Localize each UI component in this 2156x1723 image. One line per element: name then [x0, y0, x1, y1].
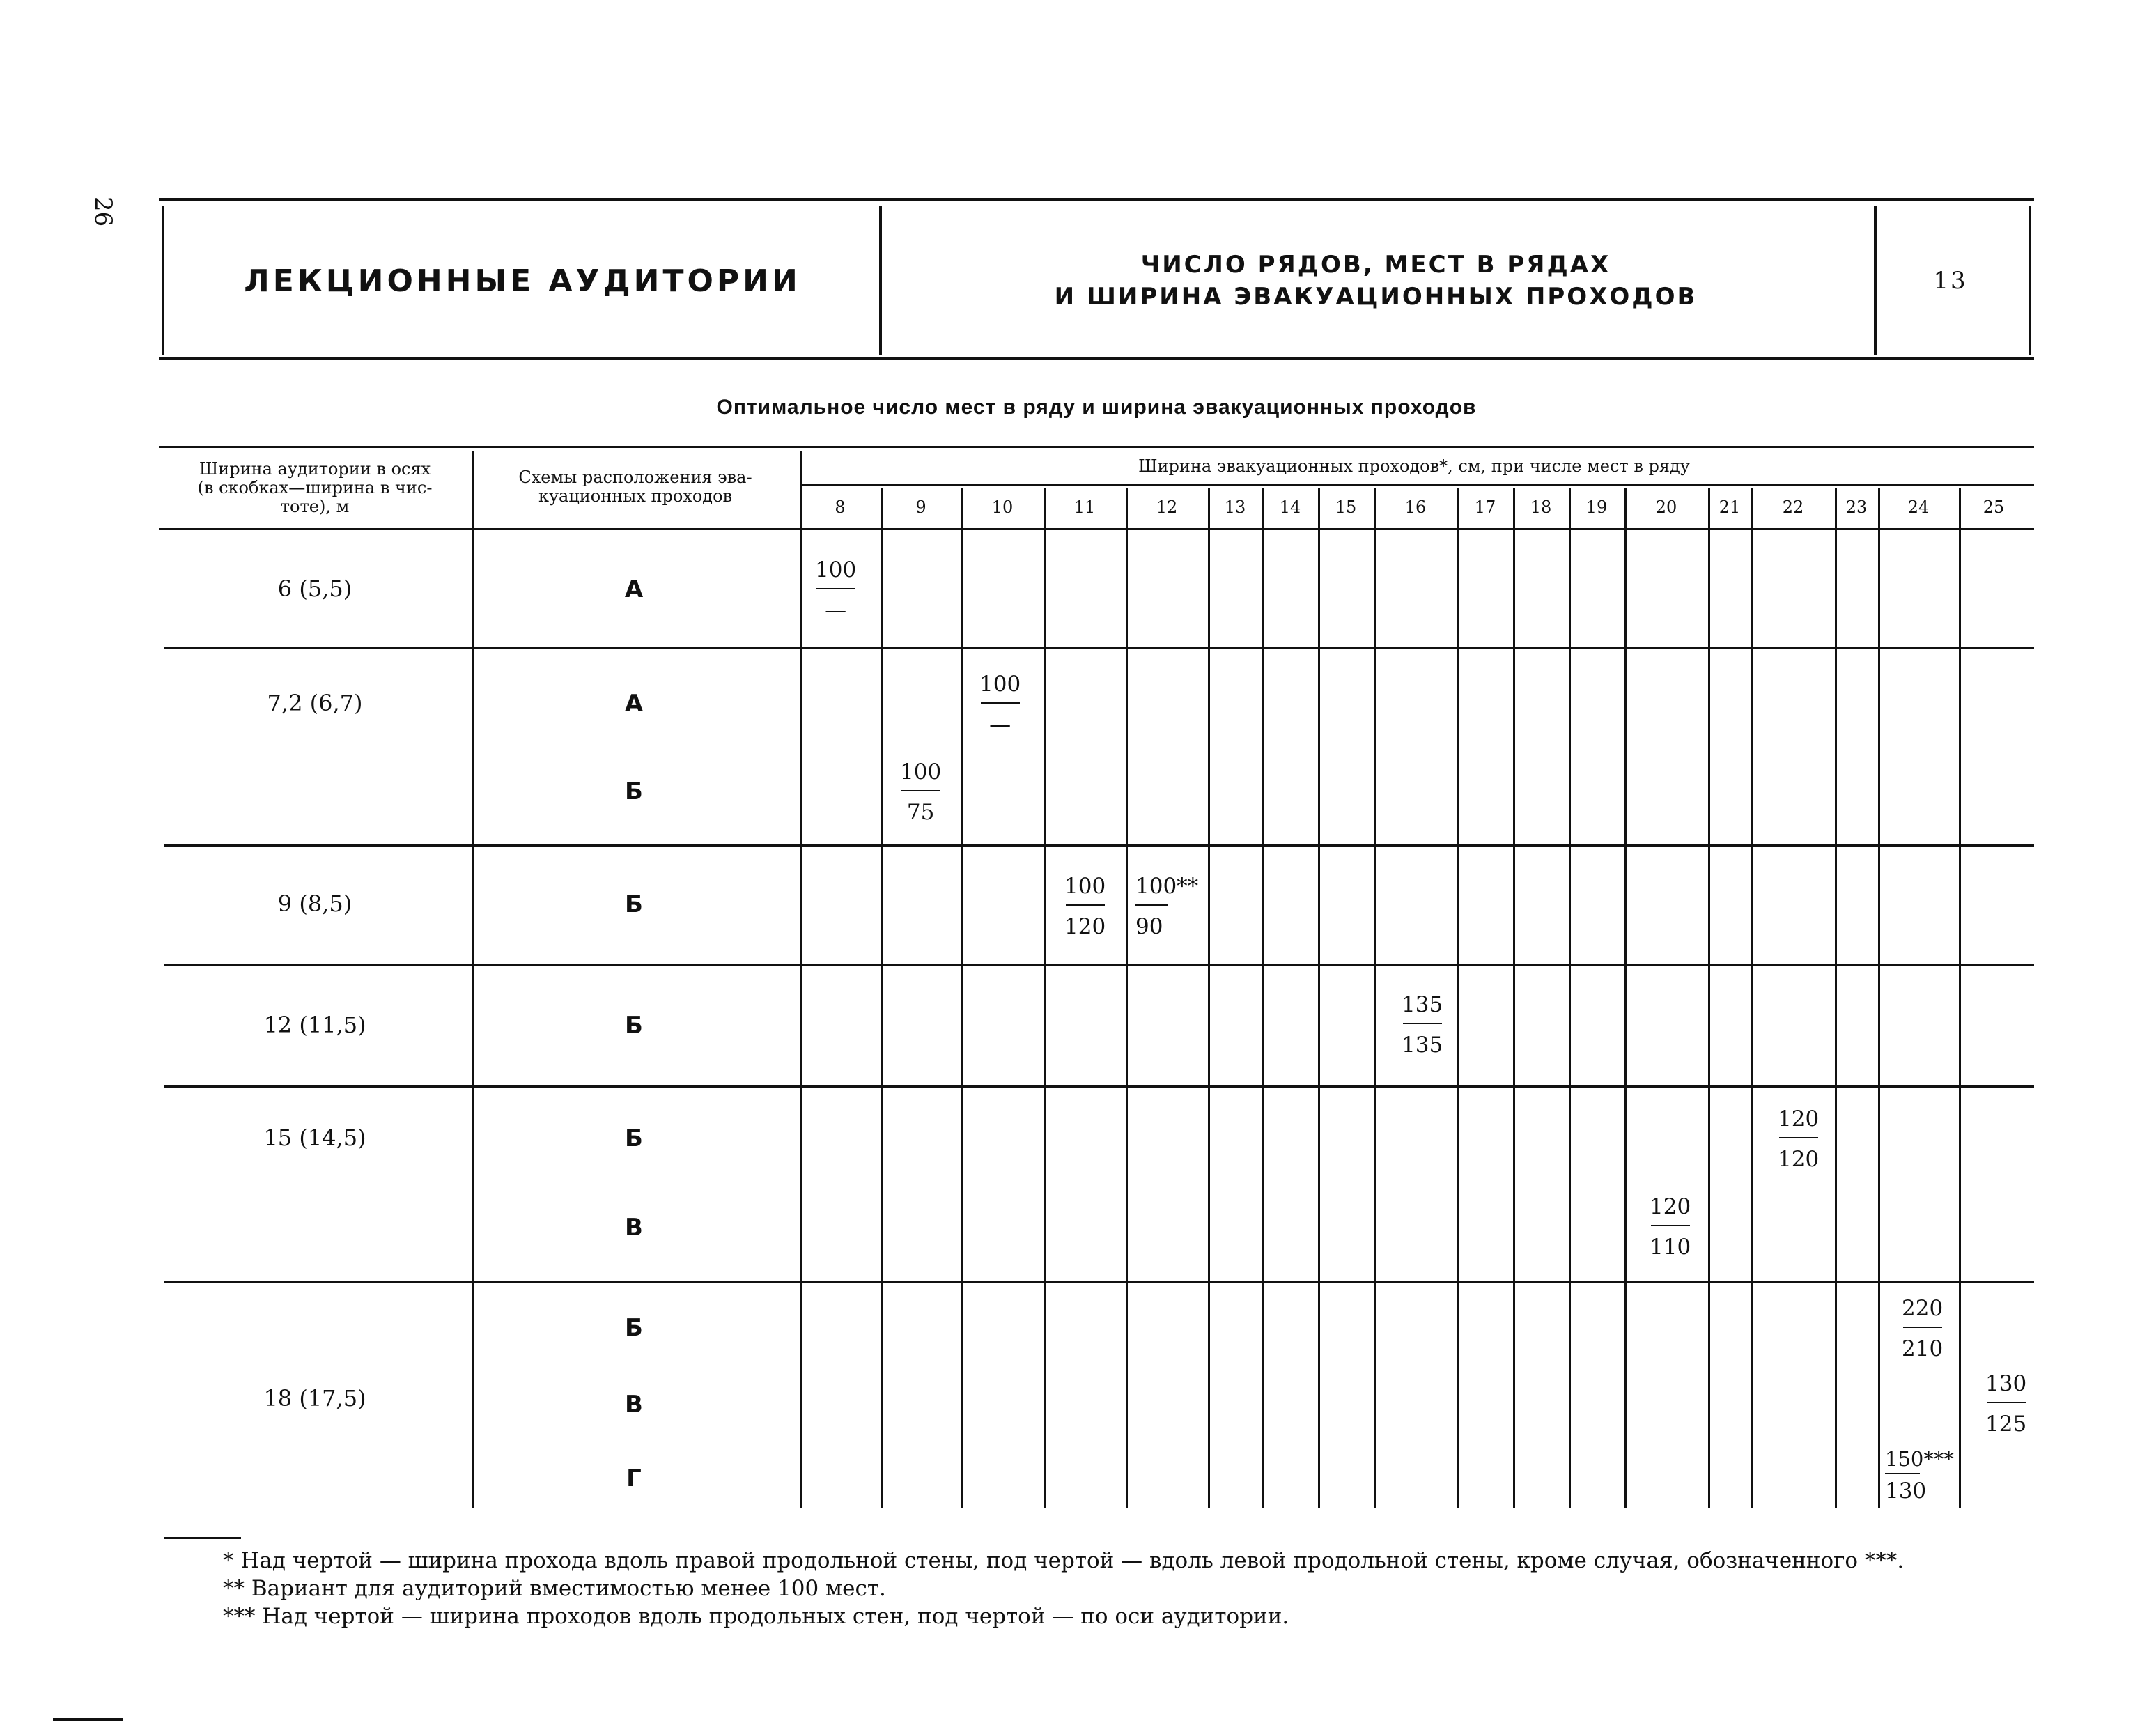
col-header-width	[162, 460, 468, 516]
seat-count-header: 18	[1530, 497, 1552, 517]
col-header-width-line: (в скобках—ширина в чис-	[197, 478, 433, 497]
sheet-title	[885, 206, 1867, 355]
fraction-bar	[1987, 1402, 2026, 1403]
header-bottom-rule	[159, 357, 2034, 360]
fraction-denominator: 125	[1985, 1412, 2027, 1437]
seat-count-header: 24	[1907, 497, 1930, 517]
header-divider	[879, 206, 882, 355]
scheme-label: Б	[625, 778, 643, 805]
fraction-cell	[900, 758, 941, 826]
col-header-width-line: тоте), м	[280, 497, 350, 516]
fraction-bar	[1885, 1473, 1920, 1474]
seat-count-header: 11	[1073, 497, 1096, 517]
seat-count-header: 25	[1983, 497, 2005, 517]
column-separator	[1374, 488, 1376, 1508]
seat-count-header: 21	[1719, 497, 1741, 517]
fraction-cell	[1778, 1105, 1819, 1173]
column-separator	[1569, 488, 1571, 1508]
sheet-title-line2: И ШИРИНА ЭВАКУАЦИОННЫХ ПРОХОДОВ	[1054, 283, 1698, 311]
fraction-denominator: —	[825, 598, 847, 623]
fraction-cell	[1650, 1193, 1691, 1261]
footnotes	[223, 1547, 1904, 1630]
footnote-2: ** Вариант для аудиторий вместимостью менее 100 мест.	[223, 1576, 886, 1601]
fraction-denominator: 135	[1402, 1033, 1443, 1058]
column-separator	[961, 488, 963, 1508]
seat-count-header: 10	[991, 497, 1014, 517]
fraction-bar	[1403, 1023, 1442, 1024]
column-separator	[1044, 488, 1046, 1508]
fraction-numerator: 100	[815, 557, 857, 582]
fraction-numerator: 100	[900, 759, 942, 785]
fraction-numerator: 150***	[1885, 1447, 1954, 1471]
col-header-group: Ширина эвакуационных проходов*, см, при числе мест в ряду	[1138, 456, 1690, 476]
seat-count-header: 22	[1782, 497, 1804, 517]
seat-count-header: 19	[1585, 497, 1608, 517]
column-separator	[1708, 488, 1710, 1508]
fraction-denominator: 130	[1885, 1478, 1927, 1504]
group-header-rule	[800, 484, 2034, 486]
sheet-number: 13	[1933, 267, 1968, 295]
row-width-label: 9 (8,5)	[277, 890, 352, 917]
table-top-rule	[159, 446, 2034, 448]
header-divider	[2029, 206, 2031, 355]
fraction-bar	[981, 702, 1020, 704]
fraction-bar	[1066, 904, 1105, 906]
scheme-label: Б	[625, 1314, 643, 1342]
fraction-numerator: 100	[979, 672, 1021, 697]
seat-count-header: 17	[1474, 497, 1496, 517]
column-separator	[1835, 488, 1837, 1508]
fraction-cell	[1135, 872, 1198, 941]
row-width-label: 15 (14,5)	[263, 1125, 366, 1151]
fraction-denominator: 120	[1064, 914, 1106, 939]
scheme-label: Б	[625, 890, 643, 918]
scheme-label: Г	[626, 1465, 642, 1492]
row-width-label: 12 (11,5)	[263, 1012, 366, 1038]
table-title: Оптимальное число мест в ряду и ширина эвакуационных проходов	[716, 396, 1477, 419]
col-header-width-line: Ширина аудитории в осях	[199, 459, 431, 479]
bottom-rule	[53, 1718, 123, 1721]
footnote-1: * Над чертой — ширина прохода вдоль правой продольной стены, под чертой — вдоль левой продольной стены, кроме случая, обозначенного ***.	[223, 1548, 1905, 1573]
fraction-denominator: 110	[1650, 1235, 1691, 1260]
column-separator	[1318, 488, 1320, 1508]
fraction-bar	[1135, 904, 1168, 906]
column-separator	[1959, 488, 1961, 1508]
row-separator	[164, 964, 2034, 966]
seat-count-header: 15	[1335, 497, 1357, 517]
fraction-denominator: —	[989, 712, 1011, 737]
col-header-scheme-line: Схемы расположения эва-	[518, 468, 752, 487]
seat-count-header: 20	[1655, 497, 1677, 517]
fraction-cell	[1402, 991, 1443, 1059]
seat-count-header: 23	[1845, 497, 1868, 517]
notes-rule	[164, 1537, 241, 1539]
scheme-label: А	[624, 690, 644, 718]
row-separator	[164, 1281, 2034, 1283]
page-number: 26	[89, 196, 117, 227]
scheme-label: В	[625, 1391, 643, 1419]
column-separator	[800, 451, 802, 1508]
fraction-cell	[1064, 872, 1106, 941]
column-separator	[881, 488, 883, 1508]
fraction-numerator: 100**	[1135, 874, 1199, 899]
col-header-scheme	[475, 468, 796, 506]
fraction-numerator: 135	[1402, 992, 1443, 1017]
header-divider	[162, 206, 164, 355]
col-header-scheme-line: куационных проходов	[538, 486, 733, 506]
column-separator	[1878, 488, 1880, 1508]
fraction-bar	[1779, 1137, 1818, 1138]
seat-count-header: 16	[1404, 497, 1427, 517]
seat-count-header: 8	[835, 497, 846, 517]
fraction-denominator: 75	[906, 800, 935, 825]
fraction-cell	[1885, 1445, 1954, 1505]
column-separator	[1208, 488, 1210, 1508]
fraction-numerator: 130	[1985, 1371, 2027, 1396]
scheme-label: Б	[625, 1012, 643, 1040]
row-width-label: 18 (17,5)	[263, 1385, 366, 1412]
column-separator	[1624, 488, 1627, 1508]
sheet-title-line1: ЧИСЛО РЯДОВ, МЕСТ В РЯДАХ	[1140, 251, 1611, 279]
column-separator	[1457, 488, 1459, 1508]
fraction-numerator: 220	[1902, 1296, 1944, 1321]
fraction-denominator: 210	[1902, 1336, 1944, 1361]
row-width-label: 6 (5,5)	[277, 575, 352, 602]
fraction-denominator: 120	[1778, 1147, 1820, 1172]
section-title: ЛЕКЦИОННЫЕ АУДИТОРИИ	[244, 263, 801, 299]
fraction-cell	[979, 670, 1021, 739]
fraction-bar	[1651, 1225, 1690, 1226]
fraction-bar	[816, 588, 855, 589]
scheme-label: В	[625, 1214, 643, 1242]
column-separator	[1513, 488, 1515, 1508]
seat-count-header: 13	[1224, 497, 1246, 517]
footnote-3: *** Над чертой — ширина проходов вдоль продольных стен, под чертой — по оси аудитории.	[223, 1604, 1289, 1629]
row-separator	[164, 844, 2034, 847]
column-separator	[1262, 488, 1264, 1508]
fraction-cell	[1985, 1370, 2026, 1438]
scheme-label: Б	[625, 1125, 643, 1152]
seat-count-header: 9	[915, 497, 926, 517]
scheme-label: А	[624, 575, 644, 603]
row-separator	[164, 647, 2034, 649]
fraction-numerator: 120	[1650, 1194, 1691, 1219]
column-separator	[1751, 488, 1753, 1508]
seat-count-header: 12	[1156, 497, 1178, 517]
row-separator	[164, 1085, 2034, 1088]
fraction-cell	[815, 556, 856, 624]
row-width-label: 7,2 (6,7)	[267, 690, 363, 716]
fraction-bar	[1903, 1327, 1942, 1328]
fraction-denominator: 90	[1135, 914, 1163, 939]
fraction-numerator: 120	[1778, 1106, 1820, 1131]
fraction-bar	[901, 790, 940, 791]
seat-count-header: 14	[1279, 497, 1301, 517]
column-separator	[472, 451, 474, 1508]
column-separator	[1126, 488, 1128, 1508]
fraction-numerator: 100	[1064, 874, 1106, 899]
header-top-rule	[159, 198, 2034, 201]
fraction-cell	[1902, 1295, 1943, 1363]
